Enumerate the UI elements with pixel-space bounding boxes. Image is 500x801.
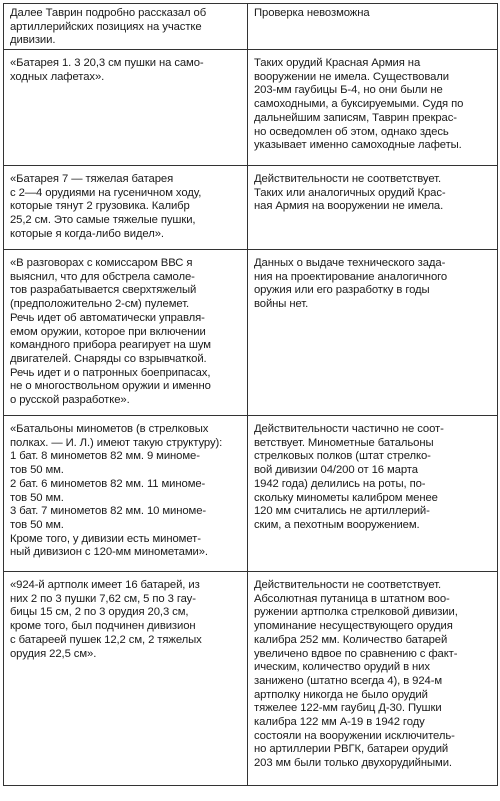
- table-row: [4, 50, 498, 166]
- text-line: (предположительно 2-см) пулемет.: [10, 298, 190, 311]
- text-line: Таких орудий Красная Армия на: [254, 57, 421, 69]
- text-line: Проверка невозможна: [254, 7, 370, 19]
- text-line: дальнейшим записям, Таврин прекрас-: [254, 111, 457, 124]
- text-line: ическим, количество орудий в них: [254, 661, 430, 674]
- table-row: [4, 572, 498, 786]
- text-line: Речь идет об автоматически управля-: [10, 311, 205, 324]
- text-line: тов 50 мм.: [10, 464, 64, 477]
- text-line: Действительности частично не соот-: [254, 423, 444, 435]
- text-line: с батареей пушек 12,2 см, 2 тяжелых: [10, 633, 202, 646]
- text-line: полках. — И. Л.) имеют такую структуру):: [10, 436, 223, 449]
- text-line: оружия или его разработку в годы: [254, 284, 430, 297]
- text-line: тов разрабатывается сверхтяжелый: [10, 284, 197, 297]
- table-cell-left: [4, 572, 248, 786]
- table-cell-right: [248, 416, 498, 572]
- text-line: 203 мм были только двухорудийными.: [254, 757, 452, 770]
- text-line: 3 бат. 7 минометов 82 мм. 10 миноме-: [10, 505, 207, 518]
- text-line: тов 50 мм.: [10, 518, 64, 531]
- text-line: Действительности не соответствует.: [254, 173, 442, 185]
- text-line: Речь идет и о патронных боеприпасах,: [10, 366, 211, 379]
- text-line: Кроме того, у дивизии есть миномет-: [10, 532, 201, 545]
- text-line: двигателей. Снаряды со взрывчаткой.: [10, 352, 207, 365]
- text-line: емом оружии, которое при включении: [10, 325, 206, 338]
- text-line: Абсолютная путаница в штатном воо-: [254, 592, 450, 605]
- table-row: [4, 250, 498, 416]
- text-line: скольку минометы калибром менее: [254, 491, 438, 504]
- text-line: 25,2 см. Это самые тяжелые пушки,: [10, 214, 196, 227]
- text-line: кроме того, был подчинен дивизион: [10, 620, 196, 633]
- text-line: артиллерийских позициях на участке: [10, 20, 202, 33]
- text-line: но артиллерии РВГК, батареи орудий: [254, 743, 449, 756]
- text-line: ским, а пехотным вооружением.: [254, 518, 420, 531]
- text-line: стрелковых полков (штат стрелко-: [254, 450, 431, 463]
- text-line: артполку никогда не было орудий: [254, 688, 428, 701]
- table-row: [4, 4, 498, 50]
- text-line: войны нет.: [254, 298, 309, 311]
- text-line: 1942 года) делились на роты, по-: [254, 477, 426, 490]
- table-cell-left: [4, 416, 248, 572]
- text-line: увеличено вдвое по сравнению с факт-: [254, 647, 458, 660]
- text-line: «Батарея 1. 3 20,3 см пушки на само-: [10, 57, 204, 69]
- table-cell-right: [248, 250, 498, 416]
- text-line: но осведомлен об этом, однако здесь: [254, 125, 449, 138]
- text-line: [4, 423, 247, 437]
- text-line: ветствует. Минометные батальоны: [254, 436, 434, 449]
- text-line: ния на проектирование аналогичного: [254, 270, 448, 283]
- text-line: тяжелее 122-мм гаубиц Д-30. Пушки: [254, 702, 442, 715]
- text-line: ружении артполка стрелковой дивизии,: [254, 606, 458, 619]
- text-line: вооружении не имела. Существовали: [254, 70, 450, 83]
- text-line: «В разговорах с комиссаром ВВС я: [10, 257, 193, 269]
- table-cell-left: [4, 4, 248, 50]
- text-line: состояли на вооружении исключитель-: [254, 729, 455, 742]
- table-cell-left: [4, 250, 248, 416]
- table-cell-left: [4, 50, 248, 166]
- text-line: самоходными, а буксируемыми. Судя по: [254, 98, 464, 111]
- text-line: «Батарея 7 — тяжелая батарея: [10, 173, 174, 185]
- comparison-table: [3, 3, 498, 786]
- table-cell-left: [4, 166, 248, 250]
- text-line: которые тянут 2 грузовика. Калибр: [10, 200, 190, 213]
- text-line: 1 бат. 8 минометов 82 мм. 9 миноме-: [10, 450, 200, 463]
- text-line: них 2 по 3 пушки 7,62 см, 5 по 3 гау-: [10, 592, 196, 605]
- table-cell-right: [248, 572, 498, 786]
- text-line: которые я когда-либо видел».: [10, 227, 164, 240]
- text-line: Далее Таврин подробно рассказал об: [10, 7, 207, 19]
- text-line: ходных лафетах».: [10, 70, 105, 83]
- text-line: ный дивизион с 120-мм минометами».: [10, 546, 208, 559]
- text-line: калибра 252 мм. Количество батарей: [254, 633, 448, 646]
- text-line: тов 50 мм.: [10, 491, 64, 504]
- table-row: [4, 416, 498, 572]
- text-line: упоминание несуществующего орудия: [254, 620, 453, 633]
- table-cell-right: [248, 4, 498, 50]
- table-cell-right: [248, 166, 498, 250]
- text-line: Данных о выдаче технического зада-: [254, 257, 446, 269]
- text-line: выяснил, что для обстрела самоле-: [10, 270, 195, 283]
- text-line: дивизии.: [10, 34, 56, 47]
- text-line: о русской разработке».: [10, 394, 130, 407]
- text-line: не о многоствольном оружии и именно: [10, 380, 211, 393]
- text-line: бицы 15 см, 2 по 3 орудия 20,3 см,: [10, 606, 189, 619]
- text-line: указывает именно самоходные лафеты.: [254, 139, 462, 152]
- text-line: занижено (штатно всегда 4), в 924-м: [254, 674, 443, 687]
- text-line: «924-й артполк имеет 16 батарей, из: [10, 579, 200, 591]
- text-line: 2 бат. 6 минометов 82 мм. 11 миноме-: [10, 477, 206, 490]
- table-cell-right: [248, 50, 498, 166]
- text-line: 203-мм гаубицы Б-4, но они были не: [254, 84, 443, 97]
- text-line: с 2—4 орудиями на гусеничном ходу,: [10, 186, 202, 199]
- table-row: [4, 166, 498, 250]
- text-line: вой дивизии 04/200 от 16 марта: [254, 464, 418, 477]
- text-line: командного прибора реагирует на шум: [10, 339, 211, 352]
- text-line: орудия 22,5 см».: [10, 647, 97, 660]
- text-line: калибра 122 мм А-19 в 1942 году: [254, 716, 425, 729]
- text-segment: «Батальоны минометов (в стрелковых: [10, 423, 209, 435]
- text-line: Таких или аналогичных орудий Крас-: [254, 186, 446, 199]
- text-line: 120 мм считались не артиллерий-: [254, 505, 430, 518]
- text-line: Действительности не соответствует.: [254, 579, 442, 591]
- text-line: ная Армия на вооружении не имела.: [254, 200, 444, 213]
